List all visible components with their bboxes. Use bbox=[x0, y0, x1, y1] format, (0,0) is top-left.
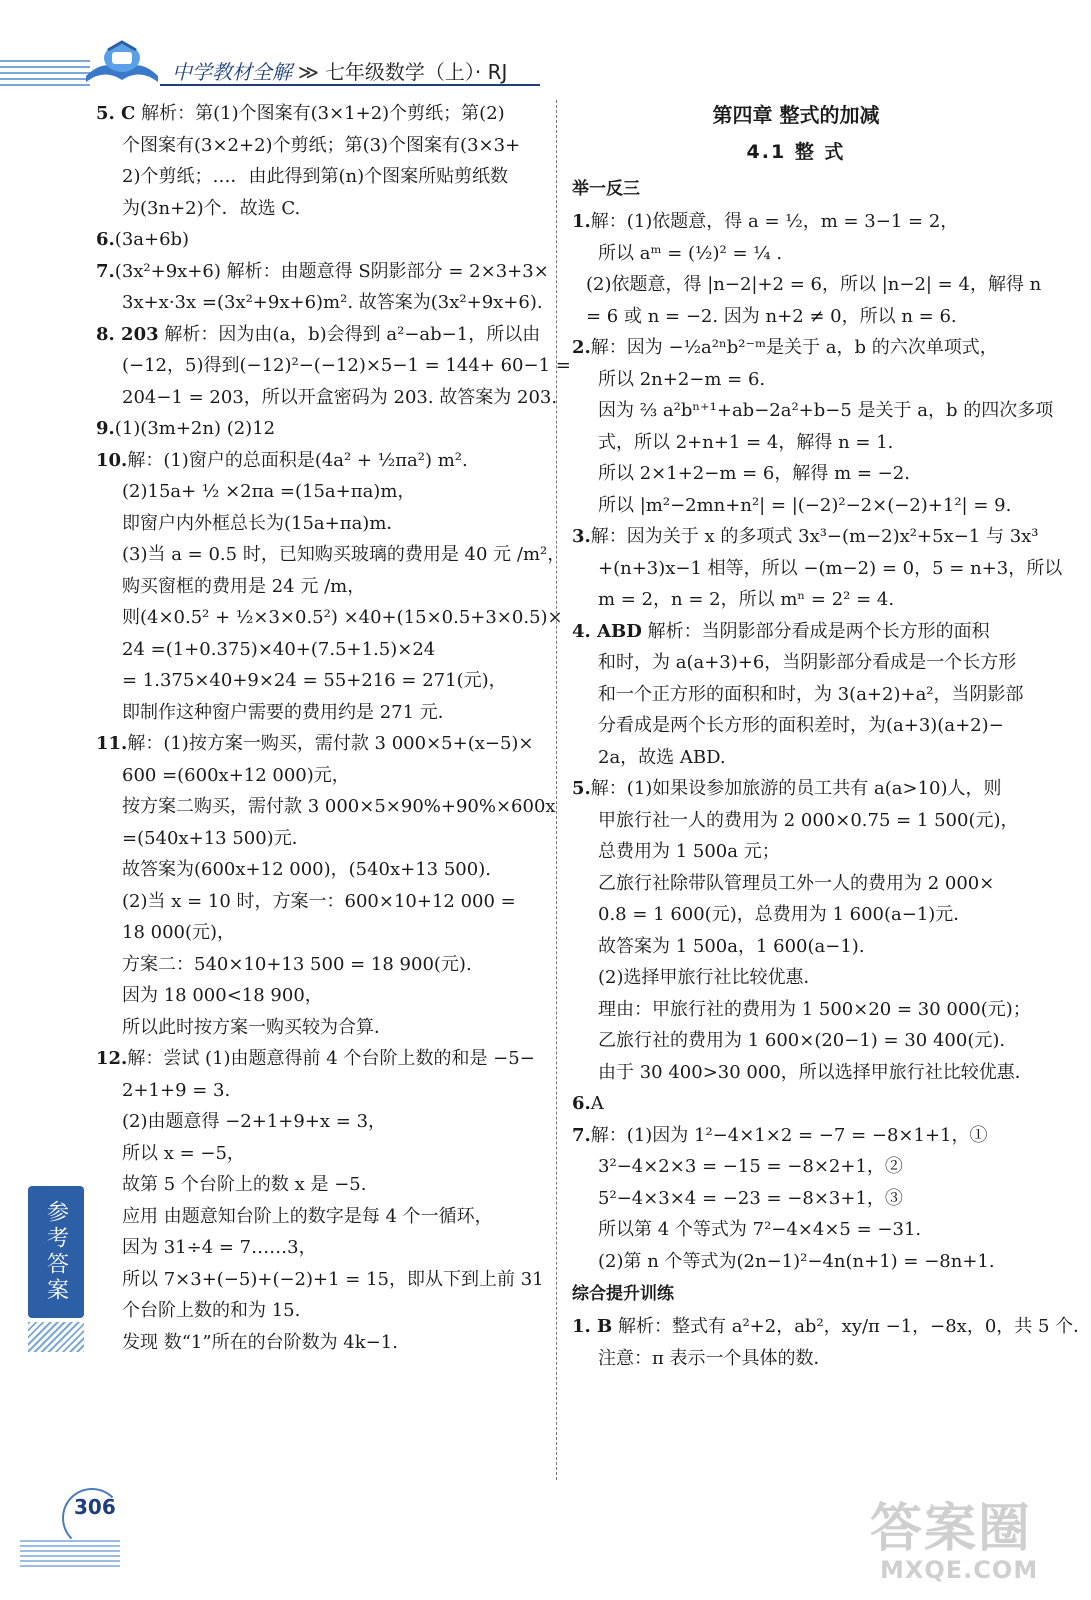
answer-text: 所以 2×1+2−m = 6，解得 m = −2. bbox=[598, 463, 910, 484]
answer-line bbox=[96, 980, 544, 1012]
answer-text: 解：(1)因为 1²−4×1×2 = −7 = −8×1+1，① bbox=[590, 1124, 988, 1146]
question-number: 3. bbox=[572, 526, 591, 547]
page-header bbox=[0, 0, 1062, 92]
answer-line bbox=[572, 962, 1020, 994]
answer-text: 解析：第(1)个图案有(3×1+2)个剪纸；第(2) bbox=[135, 103, 505, 124]
answer-line bbox=[572, 1183, 1020, 1215]
answer-text: 即制作这种窗户需要的费用约是 271 元． bbox=[122, 701, 456, 723]
answer-line bbox=[572, 994, 1031, 1026]
answer-text: 应用 由题意知台阶上的数字是每 4 个一循环， bbox=[122, 1205, 493, 1227]
answer-text: 3x+x·3x =(3x²+9x+6)m². 故答案为(3x²+9x+6). bbox=[122, 292, 543, 313]
answer-text: 由于 30 400>30 000，所以选择甲旅行社比较优惠． bbox=[598, 1061, 1033, 1083]
answer-line bbox=[572, 1214, 1020, 1246]
answer-line bbox=[96, 1264, 544, 1296]
answer-text: A bbox=[590, 1093, 604, 1114]
answer-line bbox=[96, 193, 544, 225]
answer-line bbox=[96, 634, 544, 666]
answer-text: (3)当 a = 0.5 时，已知购买玻璃的费用是 40 元 /m²， bbox=[122, 544, 566, 565]
question-number: 1. B bbox=[572, 1316, 613, 1337]
question-number: 5. C bbox=[96, 103, 136, 124]
left-column bbox=[96, 98, 571, 1358]
answer-line bbox=[572, 1311, 1091, 1343]
answer-text: 乙旅行社的费用为 1 600×(20−1) = 30 400(元). bbox=[598, 1030, 1006, 1051]
answer-text: 按方案二购买，需付款 3 000×5×90%+90%×600x bbox=[122, 796, 556, 817]
answer-line bbox=[96, 697, 544, 729]
answer-text: 18 000(元)， bbox=[122, 922, 236, 943]
answer-text: 甲旅行社一人的费用为 2 000×0.75 = 1 500(元)， bbox=[598, 809, 1019, 831]
answer-text: 所以 aᵐ = (½)² = ¼ . bbox=[598, 242, 783, 264]
answer-line bbox=[96, 476, 544, 508]
answer-line bbox=[96, 1075, 544, 1107]
answer-line bbox=[96, 224, 544, 256]
header-separator: ≫ bbox=[298, 60, 319, 84]
answer-text: 解：因为 −½a²ⁿb²⁻ᵐ是关于 a，b 的六次单项式， bbox=[590, 337, 998, 358]
answer-line bbox=[96, 665, 544, 697]
answer-line bbox=[96, 1169, 544, 1201]
page-number: 306 bbox=[74, 1495, 116, 1519]
question-number: 6. bbox=[96, 229, 115, 250]
answer-text: 解析：整式有 a²+2，ab²，xy/π −1，−8x，0，共 5 个． bbox=[612, 1316, 1091, 1337]
answer-line bbox=[572, 616, 1020, 648]
answer-text: 故答案为 1 500a，1 600(a−1). bbox=[598, 935, 865, 957]
answer-line bbox=[96, 760, 544, 792]
watermark-text: 答案圈 bbox=[870, 1499, 1033, 1559]
answer-text: (2)15a+ ½ ×2πa =(15a+πa)m， bbox=[122, 481, 416, 502]
question-number: 6. bbox=[572, 1093, 591, 1114]
answer-line bbox=[572, 427, 1020, 459]
question-number: 10. bbox=[96, 449, 128, 471]
answer-text: 则(4×0.5² + ½×3×0.5²) ×40+(15×0.5+3×0.5)× bbox=[122, 607, 563, 628]
answer-line bbox=[96, 728, 544, 760]
answer-text: 解：(1)窗户的总面积是(4a² + ½πa²) m². bbox=[127, 449, 468, 471]
answer-text: 故答案为(600x+12 000)，(540x+13 500). bbox=[122, 859, 491, 880]
answer-text: 故第 5 个台阶上的数 x 是 −5. bbox=[122, 1174, 367, 1195]
answer-line bbox=[96, 319, 544, 351]
answer-text: 总费用为 1 500a 元； bbox=[598, 841, 780, 862]
chapter-title: 第四章 整式的加减 bbox=[712, 103, 880, 127]
answer-text: 因为 31÷4 = 7……3， bbox=[122, 1237, 317, 1258]
answer-line bbox=[96, 602, 563, 634]
answer-line bbox=[572, 332, 1020, 364]
answer-line bbox=[572, 679, 1024, 711]
answer-line bbox=[96, 98, 544, 130]
answer-line bbox=[572, 206, 1020, 238]
answer-text: 方案二：540×10+13 500 = 18 900(元). bbox=[122, 953, 472, 975]
answer-line bbox=[96, 1043, 544, 1075]
answer-text: 2)个剪纸；…．由此得到第(n)个图案所贴剪纸数 bbox=[122, 166, 509, 187]
answer-line bbox=[96, 949, 544, 981]
answer-line bbox=[572, 647, 1020, 679]
answer-line bbox=[96, 791, 556, 823]
answer-line bbox=[572, 1088, 1020, 1120]
question-number: 7. bbox=[96, 260, 115, 282]
answer-line bbox=[572, 490, 1020, 522]
question-number: 5. bbox=[572, 778, 591, 799]
answer-line bbox=[572, 742, 1020, 774]
answer-text: = 1.375×40+9×24 = 55+216 = 271(元)， bbox=[122, 670, 507, 691]
answer-line bbox=[572, 710, 1020, 742]
answer-line bbox=[572, 238, 1020, 270]
question-number: 11. bbox=[96, 733, 128, 754]
answer-text: (2)选择甲旅行社比较优惠． bbox=[598, 967, 822, 988]
answer-text: 因为 ⅔ a²bⁿ⁺¹+ab−2a²+b−5 是关于 a，b 的四次多项 bbox=[598, 400, 1054, 421]
book-logo-icon bbox=[82, 40, 162, 86]
answer-line bbox=[572, 521, 1039, 553]
question-number: 8. 203 bbox=[96, 323, 159, 345]
answer-text: 因为 18 000<18 900， bbox=[122, 985, 323, 1006]
subhead-comprehensive: 综合提升训练 bbox=[572, 1284, 674, 1304]
answer-text: +(n+3)x−1 相等，所以 −(m−2) = 0，5 = n+3，所以 bbox=[598, 557, 1063, 579]
answer-line bbox=[572, 899, 1020, 931]
answer-line bbox=[572, 458, 1020, 490]
answer-text: 解：(1)依题意，得 a = ½，m = 3−1 = 2， bbox=[590, 211, 959, 232]
comprehensive-answers bbox=[572, 1311, 1091, 1374]
answer-text: 0.8 = 1 600(元)，总费用为 1 600(a−1)元． bbox=[598, 904, 972, 925]
answer-line bbox=[572, 805, 1020, 837]
answer-line bbox=[572, 395, 1054, 427]
answer-line bbox=[572, 1151, 1020, 1183]
answer-text: 解：(1)按方案一购买，需付款 3 000×5+(x−5)× bbox=[127, 733, 534, 754]
answer-text: 2+1+9 = 3. bbox=[122, 1079, 231, 1101]
answer-text: 购买窗框的费用是 24 元 /m， bbox=[122, 575, 366, 597]
book-subtitle: 七年级数学（上）· RJ bbox=[324, 60, 508, 84]
answer-line bbox=[572, 1025, 1020, 1057]
answer-text: 24 =(1+0.375)×40+(7.5+1.5)×24 bbox=[122, 638, 436, 660]
answer-line bbox=[96, 823, 544, 855]
answer-text: 解：尝试 (1)由题意得前 4 个台阶上数的和是 −5− bbox=[127, 1048, 535, 1069]
answer-text: 5²−4×3×4 = −23 = −8×3+1，③ bbox=[598, 1187, 903, 1209]
answer-line bbox=[96, 130, 544, 162]
answer-text: (2)依题意，得 |n−2|+2 = 6，所以 |n−2| = 4，解得 n bbox=[586, 274, 1042, 295]
answer-line bbox=[96, 1327, 544, 1359]
answer-text: 所以 7×3+(−5)+(−2)+1 = 15，即从下到上前 31 bbox=[122, 1268, 544, 1290]
answer-text: 解：(1)如果设参加旅游的员工共有 a(a>10)人，则 bbox=[590, 778, 1002, 799]
column-divider bbox=[556, 100, 557, 1480]
header-stripes bbox=[0, 60, 90, 86]
answer-text: (2)由题意得 −2+1+9+x = 3， bbox=[122, 1111, 387, 1132]
answer-line bbox=[96, 287, 544, 319]
question-number: 4. ABD bbox=[572, 620, 642, 642]
answer-line bbox=[572, 868, 1020, 900]
answer-text: 所以此时按方案一购买较为合算． bbox=[122, 1016, 392, 1038]
answer-text: 个台阶上数的和为 15. bbox=[122, 1300, 301, 1321]
answer-text: 发现 数“1”所在的台阶数为 4k−1. bbox=[122, 1331, 398, 1353]
answer-text: 为(3n+2)个．故选 C. bbox=[122, 197, 301, 219]
answer-text: 600 =(600x+12 000)元， bbox=[122, 764, 350, 786]
answer-line bbox=[572, 269, 1042, 301]
answer-line bbox=[96, 382, 558, 414]
right-column bbox=[572, 98, 1091, 1374]
side-tab-label: 参考答案 bbox=[43, 1200, 69, 1304]
answer-line bbox=[96, 413, 544, 445]
answer-line bbox=[572, 1057, 1033, 1089]
footer-stripes bbox=[20, 1540, 120, 1570]
answer-line bbox=[96, 256, 549, 288]
answer-text: m = 2，n = 2，所以 mⁿ = 2² = 4. bbox=[598, 589, 895, 610]
answer-text: 解析：因为由(a，b)会得到 a²−ab−1，所以由 bbox=[158, 323, 541, 345]
answer-line bbox=[96, 1106, 544, 1138]
question-number: 12. bbox=[96, 1048, 128, 1069]
answer-text: 乙旅行社除带队管理员工外一人的费用为 2 000× bbox=[598, 872, 995, 894]
answer-line bbox=[96, 571, 544, 603]
answer-line bbox=[96, 1012, 544, 1044]
answer-text: (2)当 x = 10 时，方案一：600×10+12 000 = bbox=[122, 890, 516, 912]
answer-line bbox=[96, 161, 544, 193]
answer-text: 解：因为关于 x 的多项式 3x³−(m−2)x²+5x−1 与 3x³ bbox=[590, 526, 1039, 547]
answer-text: 式，所以 2+n+1 = 4，解得 n = 1. bbox=[598, 431, 894, 453]
answer-line bbox=[572, 1246, 1020, 1278]
answer-line bbox=[96, 917, 544, 949]
question-number: 7. bbox=[572, 1124, 591, 1146]
answer-line bbox=[96, 1138, 544, 1170]
side-tab-stripes bbox=[28, 1322, 84, 1352]
answer-line bbox=[572, 931, 1020, 963]
answer-text: 解析：当阴影部分看成是两个长方形的面积 bbox=[641, 620, 990, 642]
answer-line bbox=[96, 1232, 544, 1264]
answer-text: 即窗户内外框总长为(15a+πa)m． bbox=[122, 512, 405, 534]
subhead-practice: 举一反三 bbox=[572, 179, 640, 199]
question-number: 9. bbox=[96, 418, 115, 439]
answer-line bbox=[96, 1295, 544, 1327]
answer-text: 所以 2n+2−m = 6. bbox=[598, 368, 766, 390]
header-rule bbox=[160, 84, 540, 86]
answer-line bbox=[572, 773, 1020, 805]
answer-text: 204−1 = 203，所以开盒密码为 203. 故答案为 203. bbox=[122, 386, 558, 408]
answer-line bbox=[572, 301, 1020, 333]
answer-line bbox=[572, 364, 1020, 396]
answer-text: (3x²+9x+6) 解析：由题意得 S阴影部分 = 2×3+3× bbox=[114, 260, 549, 282]
answer-line bbox=[572, 553, 1063, 585]
answer-text: 分看成是两个长方形的面积差时，为(a+3)(a+2)− bbox=[598, 715, 1004, 736]
answer-text: 和时，为 a(a+3)+6，当阴影部分看成是一个长方形 bbox=[598, 652, 1017, 673]
answer-text: 和一个正方形的面积和时，为 3(a+2)+a²，当阴影部 bbox=[598, 683, 1024, 705]
watermark-logo bbox=[850, 1486, 1050, 1594]
answer-text: (1)(3m+2n) (2)12 bbox=[114, 418, 276, 439]
watermark-domain: MXQE.COM bbox=[880, 1556, 1039, 1584]
answer-text: 所以 x = −5， bbox=[122, 1142, 245, 1164]
answer-text: 所以 |m²−2mn+n²| = |(−2)²−2×(−2)+1²| = 9. bbox=[598, 494, 1012, 516]
answer-line bbox=[572, 1343, 1020, 1375]
answer-text: (2)第 n 个等式为(2n−1)²−4n(n+1) = −8n+1. bbox=[598, 1250, 995, 1272]
answer-line bbox=[572, 836, 1020, 868]
answer-text: (−12，5)得到(−12)²−(−12)×5−1 = 144+ 60−1 = bbox=[122, 355, 571, 376]
answer-text: = 6 或 n = −2. 因为 n+2 ≠ 0，所以 n = 6. bbox=[586, 305, 957, 327]
answer-text: =(540x+13 500)元． bbox=[122, 827, 310, 849]
answer-line bbox=[96, 1201, 544, 1233]
answer-line bbox=[572, 1120, 1020, 1152]
book-title: 中学教材全解 bbox=[172, 60, 292, 84]
answer-text: 所以第 4 个等式为 7²−4×4×5 = −31. bbox=[598, 1219, 922, 1240]
answer-text: 3²−4×2×3 = −15 = −8×2+1，② bbox=[598, 1156, 903, 1177]
answer-text: 2a，故选 ABD. bbox=[598, 746, 726, 768]
question-number: 1. bbox=[572, 211, 591, 232]
answer-text: 理由：甲旅行社的费用为 1 500×20 = 30 000(元)； bbox=[598, 998, 1031, 1020]
header-title bbox=[172, 56, 507, 85]
answer-text: 注意：π 表示一个具体的数． bbox=[598, 1347, 832, 1369]
answer-section-tab bbox=[28, 1186, 84, 1318]
question-number: 2. bbox=[572, 337, 591, 358]
answer-line bbox=[96, 350, 571, 382]
answer-line bbox=[96, 886, 544, 918]
answer-line bbox=[572, 584, 1020, 616]
practice-answers bbox=[572, 206, 1063, 1277]
answer-text: 个图案有(3×2+2)个剪纸；第(3)个图案有(3×3+ bbox=[122, 134, 521, 156]
answer-text: (3a+6b) bbox=[114, 229, 190, 250]
answer-line bbox=[96, 445, 544, 477]
answer-line bbox=[96, 508, 544, 540]
answer-line bbox=[96, 854, 544, 886]
section-title: 4.1 整 式 bbox=[746, 141, 846, 163]
answer-line bbox=[96, 539, 566, 571]
